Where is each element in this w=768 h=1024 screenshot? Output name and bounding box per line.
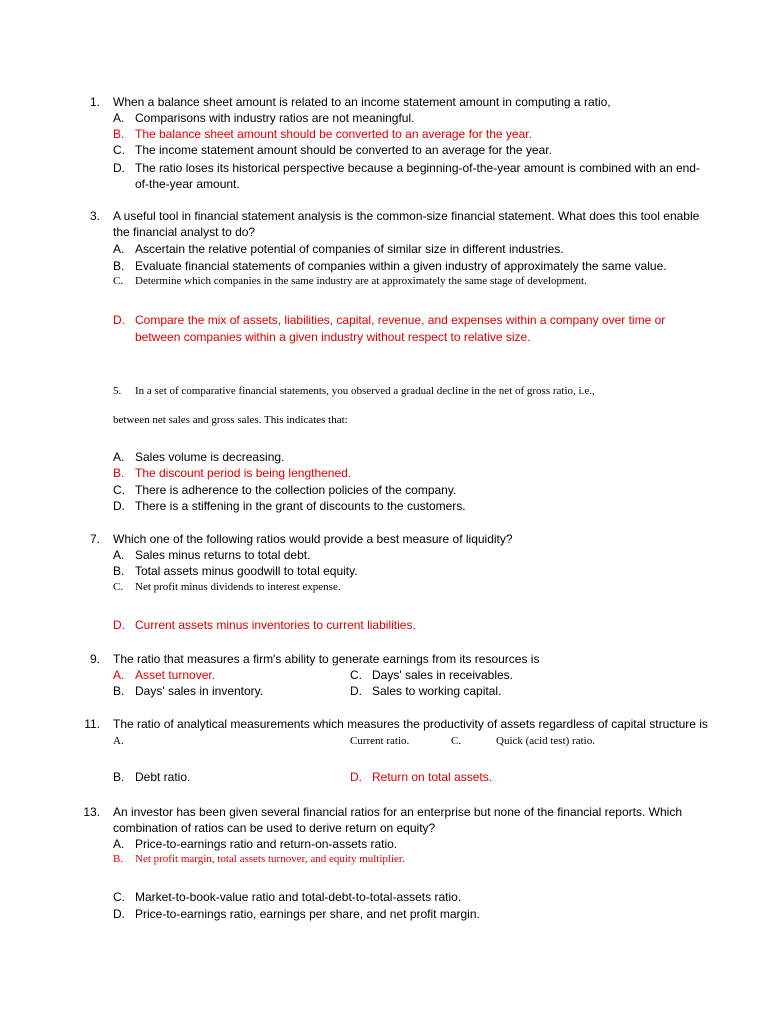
question-stem: Which one of the following ratios would provide a best measure of liquidity? xyxy=(113,532,513,546)
question-number: 9. xyxy=(89,652,100,666)
option-letter: A. xyxy=(113,668,125,682)
question-number: 1. xyxy=(89,95,100,109)
option-letter: D. xyxy=(113,499,125,513)
option-letter: B. xyxy=(113,466,125,480)
option-letter: D. xyxy=(350,684,362,698)
option-d: Price-to-earnings ratio, earnings per share, and net profit margin. xyxy=(135,907,480,921)
question-number: 5. xyxy=(113,385,122,397)
option-b-answer: Net profit margin, total assets turnover, and equity multiplier. xyxy=(135,853,405,865)
option-letter: C. xyxy=(113,275,124,287)
option-letter: A. xyxy=(113,242,125,256)
option-c: Quick (acid test) ratio. xyxy=(496,735,595,747)
option-c: There is adherence to the collection policies of the company. xyxy=(135,483,457,497)
option-letter: D. xyxy=(113,161,125,175)
option-d: There is a stiffening in the grant of discounts to the customers. xyxy=(135,499,466,513)
option-letter: B. xyxy=(113,853,124,865)
option-a: Sales volume is decreasing. xyxy=(135,450,285,464)
option-c: Days' sales in receivables. xyxy=(372,668,514,682)
option-letter: D. xyxy=(113,907,125,921)
option-letter: B. xyxy=(113,684,125,698)
question-stem: An investor has been given several financial ratios for an enterprise but none of the financial reports. Which xyxy=(113,805,682,819)
question-number: 13. xyxy=(83,805,100,819)
option-letter: B. xyxy=(113,564,125,578)
option-b: Evaluate financial statements of companies within a given industry of approximately the same value. xyxy=(135,259,667,273)
question-stem-continued: the financial analyst to do? xyxy=(113,225,256,239)
option-letter: C. xyxy=(113,890,125,904)
option-b-answer: The discount period is being lengthened. xyxy=(135,466,352,480)
option-a: Price-to-earnings ratio and return-on-assets ratio. xyxy=(135,837,398,851)
option-b: Total assets minus goodwill to total equity. xyxy=(135,564,358,578)
option-letter: A. xyxy=(113,548,125,562)
option-letter: B. xyxy=(113,259,125,273)
option-a-answer: Asset turnover. xyxy=(135,668,216,682)
option-c: Net profit minus dividends to interest expense. xyxy=(135,581,341,593)
question-stem: When a balance sheet amount is related to an income statement amount in computing a ratio, xyxy=(113,95,611,109)
option-d-continued: of-the-year amount. xyxy=(135,177,240,191)
option-letter: C. xyxy=(113,581,124,593)
question-stem-continued: between net sales and gross sales. This indicates that: xyxy=(113,414,348,426)
option-d-answer: Return on total assets. xyxy=(372,770,493,784)
option-d-answer: Compare the mix of assets, liabilities, capital, revenue, and expenses within a company over time or xyxy=(135,313,666,327)
option-c: Market-to-book-value ratio and total-debt-to-total-assets ratio. xyxy=(135,890,462,904)
option-d-answer-continued: between companies within a given industry without respect to relative size. xyxy=(135,330,531,344)
option-b: Days' sales in inventory. xyxy=(135,684,264,698)
option-c: The income statement amount should be converted to an average for the year. xyxy=(135,143,552,157)
option-letter: D. xyxy=(113,313,125,327)
option-letter: A. xyxy=(113,735,124,747)
option-letter: A. xyxy=(113,111,125,125)
question-number: 7. xyxy=(89,532,100,546)
question-stem: In a set of comparative financial statements, you observed a gradual decline in the net of gross ratio, i.e., xyxy=(135,385,595,397)
option-letter: B. xyxy=(113,127,125,141)
option-letter: A. xyxy=(113,450,125,464)
option-a: Comparisons with industry ratios are not meaningful. xyxy=(135,111,415,125)
question-stem: A useful tool in financial statement analysis is the common-size financial statement. What does this tool enable xyxy=(113,209,700,223)
option-a: Current ratio. xyxy=(350,735,410,747)
option-c: Determine which companies in the same industry are at approximately the same stage of development. xyxy=(135,275,587,287)
option-b: Debt ratio. xyxy=(135,770,191,784)
option-a: Sales minus returns to total debt. xyxy=(135,548,311,562)
question-stem: The ratio that measures a firm's ability to generate earnings from its resources is xyxy=(113,652,540,666)
option-letter: A. xyxy=(113,837,125,851)
option-letter: C. xyxy=(113,143,125,157)
option-d: Sales to working capital. xyxy=(372,684,502,698)
option-letter: C. xyxy=(451,735,462,747)
option-letter: B. xyxy=(113,770,125,784)
question-stem: The ratio of analytical measurements which measures the productivity of assets regardless of capital structure is xyxy=(113,717,708,731)
option-letter: D. xyxy=(113,618,125,632)
question-number: 11. xyxy=(84,717,100,731)
option-a: Ascertain the relative potential of companies of similar size in different industries. xyxy=(135,242,564,256)
question-stem-continued: combination of ratios can be used to derive return on equity? xyxy=(113,821,436,835)
option-d-answer: Current assets minus inventories to current liabilities. xyxy=(135,618,416,632)
question-number: 3. xyxy=(89,209,100,223)
option-letter: C. xyxy=(113,483,125,497)
option-d: The ratio loses its historical perspective because a beginning-of-the-year amount is combined with an end- xyxy=(135,161,700,175)
option-letter: C. xyxy=(350,668,362,682)
option-b-answer: The balance sheet amount should be converted to an average for the year. xyxy=(135,127,532,141)
option-letter: D. xyxy=(350,770,362,784)
